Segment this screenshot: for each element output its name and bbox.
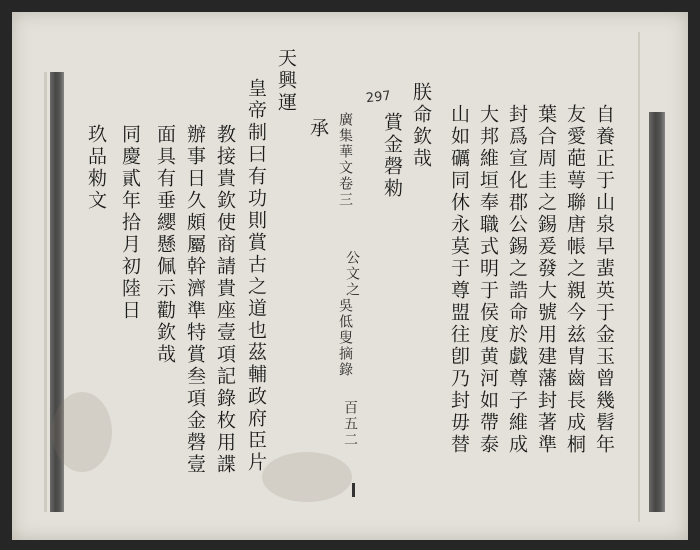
left-page-column: 同慶貳年拾月初陸日 (119, 124, 141, 322)
left-page-column: 天興運 (275, 48, 297, 114)
paper-stain (52, 392, 112, 472)
right-page-column: 友愛葩萼聯唐帳之親今兹胄齒長成桐 (564, 104, 586, 456)
right-page-column: 大邦維垣奉職式明于侯度黄河如帶泰 (477, 104, 499, 456)
right-page-column: 山如礪同休永莫于尊盟往卽乃封毋替 (448, 104, 470, 456)
left-page-column: 面具有垂纓懸佩示勸欽哉 (154, 124, 176, 366)
binding-strip-right (649, 112, 665, 512)
paper-stain (262, 452, 352, 502)
left-page-column: 玖品勑文 (85, 124, 107, 212)
compiler-credit: 吳低叟摘錄 (337, 298, 353, 378)
left-page-column: 皇帝制曰有功則賞古之道也茲輔政府臣片 (245, 78, 267, 474)
folio-number: 297 (365, 88, 392, 107)
section-label: 公文之 (344, 250, 360, 298)
page-crease-right (638, 32, 640, 522)
left-page-column: 辦事日久頗屬幹濟準特賞叁項金磬壹 (184, 124, 206, 476)
left-page-opening-char: 承 (307, 118, 329, 140)
right-page-column: 自養正于山泉早蜚英于金玉曾幾髫年 (593, 104, 615, 456)
page-crease-left (44, 72, 47, 512)
left-page-column: 教接貴欽使商請貴座壹項記錄枚用諜 (214, 124, 236, 476)
folio-tick (352, 483, 355, 497)
page-number: 百五二 (342, 400, 358, 448)
right-page-column: 賞金磬勑 (381, 112, 403, 200)
right-page-column: 葉合周圭之錫爰發大號用建藩封著準 (535, 104, 557, 456)
right-page-column: 朕命欽哉 (410, 82, 432, 170)
right-page-column: 封爲宣化郡公錫之誥命於戯尊子維成 (506, 104, 528, 456)
collection-title: 廣集華文卷三 (337, 112, 353, 208)
